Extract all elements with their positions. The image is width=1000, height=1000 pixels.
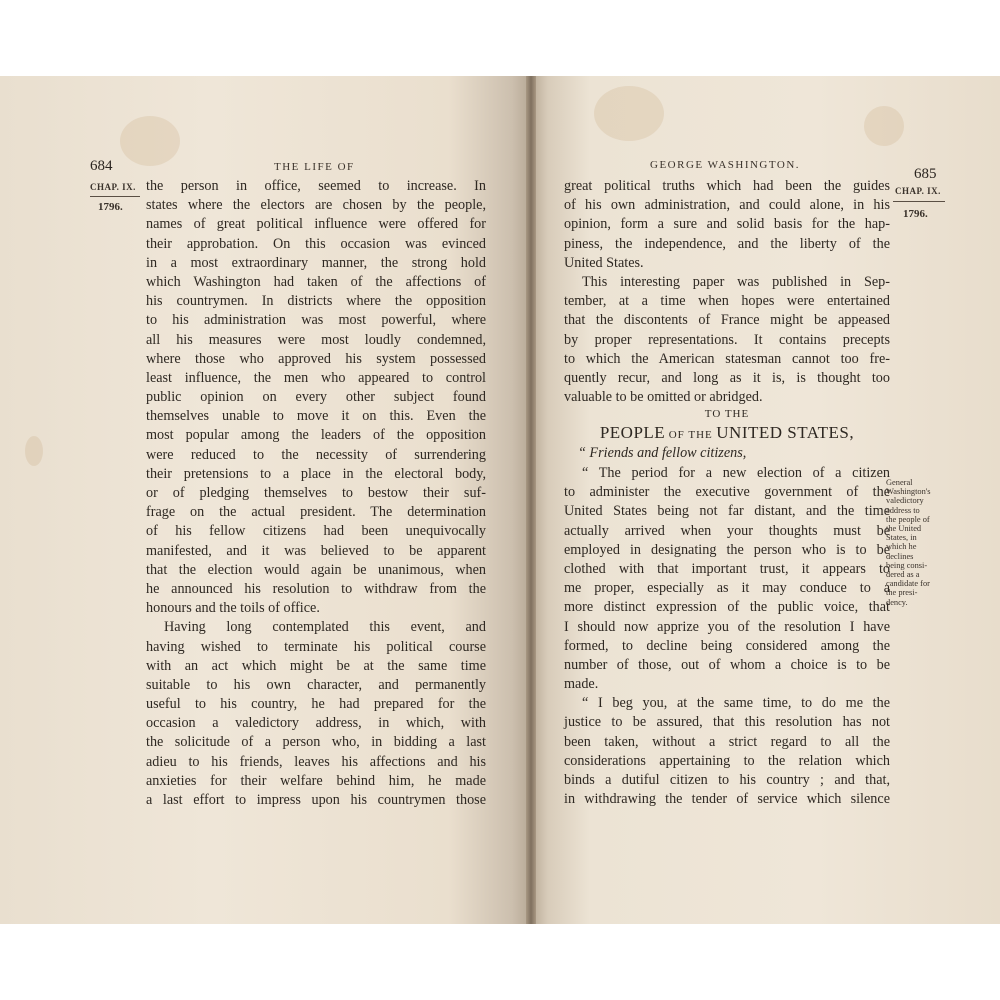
right-running-head: GEORGE WASHINGTON.	[650, 159, 801, 171]
text-line: clothed with that important trust, it appears to	[564, 560, 890, 577]
right-body-text	[564, 177, 890, 407]
book-gutter	[526, 76, 536, 924]
text-line: by proper representations. It contains precepts	[564, 331, 890, 348]
text-line: to his administration was most powerful, where	[146, 312, 486, 329]
text-line: honours and the toils of office.	[146, 600, 320, 617]
left-page-number: 684	[90, 158, 113, 174]
text-line: which Washington had taken of the affections of	[146, 273, 486, 290]
text-line: suitable to his own character, and permanently	[146, 676, 486, 693]
sidenote-line: States, in	[886, 533, 917, 543]
text-line: useful to his country, he had prepared for the	[146, 696, 486, 713]
text-line: with an act which might be at the same time	[146, 657, 486, 674]
sidenote-line: declines	[886, 551, 914, 561]
text-line: United States being not far distant, and the time	[564, 503, 890, 520]
text-line: anxieties for their welfare behind him, he made	[146, 772, 486, 789]
address-to: TO THE	[704, 408, 750, 420]
text-line: to which the American statesman cannot too fre-	[564, 350, 890, 367]
text-line: frage on the actual president. The determination	[146, 504, 486, 521]
text-line: of his own administration, and could alone, in his	[564, 197, 890, 214]
address-heading	[564, 407, 890, 463]
text-line: names of great political influence were offered for	[146, 216, 486, 233]
text-line: that the election would again be unanimous, when	[146, 561, 486, 578]
salutation: “ Friends and fellow citizens,	[578, 445, 747, 461]
sidenote-line: Washington's	[886, 487, 931, 497]
text-line: in withdrawing the tender of service which silence	[564, 791, 890, 808]
text-line: he announced his resolution to withdraw from the	[146, 580, 486, 597]
text-line: “ The period for a new election of a citizen	[582, 465, 890, 481]
text-line: all his measures were most loudly condemned,	[146, 331, 486, 348]
text-line: a last effort to impress upon his countrymen those	[146, 792, 486, 808]
text-line: were reduced to the necessity of surrendering	[146, 446, 486, 463]
text-line: to administer the executive government of the	[564, 484, 890, 501]
sidenote-line: the people of	[886, 514, 930, 524]
left-running-head: THE LIFE OF	[274, 161, 355, 173]
sidenote-line: candidate for	[886, 579, 930, 589]
text-line: formed, to decline being considered among the	[564, 637, 890, 654]
right-page-number: 685	[914, 166, 937, 182]
text-line: justice to be assured, that this resolution has not	[564, 714, 890, 731]
text-line: the solicitude of a person who, in bidding a last	[146, 734, 486, 751]
text-line: their pretensions to a place in the electoral body,	[146, 465, 486, 482]
text-line: most popular among the leaders of the opposition	[146, 427, 486, 444]
text-line: public opinion on every other subject found	[146, 389, 486, 406]
text-line: or of pledging themselves to bestow their suf-	[146, 485, 486, 501]
text-line: having wished to terminate his political course	[146, 638, 486, 655]
text-line: more distinct expression of the public voice, that	[564, 599, 890, 616]
text-line: where those who approved his system possessed	[146, 350, 486, 367]
text-line: opinion, form a sure and solid basis for the hap-	[564, 216, 890, 233]
text-line: in a most extraordinary manner, the strong hold	[146, 254, 486, 271]
text-line: their approbation. On this occasion was evinced	[146, 235, 486, 252]
paper-stain	[25, 436, 43, 466]
sidenote-line: address to	[886, 505, 920, 515]
text-line: least influence, the men who appeared to control	[146, 369, 486, 386]
text-line: great political truths which had been the guides	[564, 178, 890, 194]
sidenote-line: the presi-	[886, 588, 918, 598]
margin-rule	[90, 196, 140, 197]
address-people: PEOPLE OF THE UNITED STATES,	[599, 423, 855, 442]
paper-stain	[864, 106, 904, 146]
text-line: number of those, out of whom a choice is to be	[564, 656, 890, 673]
text-line: valuable to be omitted or abridged.	[564, 389, 763, 406]
text-line: “ I beg you, at the same time, to do me the	[582, 695, 890, 712]
text-line: tember, at a time when hopes were entertained	[564, 293, 890, 310]
left-body-text	[146, 177, 486, 810]
text-line: that the discontents of France might be appeased	[564, 312, 890, 329]
text-line: occasion a valedictory address, in which, with	[146, 715, 486, 732]
text-line: his countrymen. In districts where the opposition	[146, 293, 486, 310]
text-line: piness, the independence, and the liberty of the	[564, 235, 890, 252]
sidenote-line: which he	[886, 542, 917, 552]
text-line: I should now apprize you of the resolution I have	[564, 618, 890, 635]
text-line: Having long contemplated this event, and	[164, 619, 486, 636]
text-line: actually arrived when your thoughts must be	[564, 522, 890, 539]
sidenote-line: dency.	[886, 597, 908, 607]
left-margin-year: 1796.	[98, 201, 123, 213]
sidenote-line: the United	[886, 524, 922, 534]
text-line: states where the electors are chosen by the people,	[146, 197, 486, 214]
right-margin-year: 1796.	[903, 208, 928, 220]
right-margin-chapter: CHAP. IX.	[895, 186, 941, 196]
text-line: me proper, especially as it may conduce to a	[564, 580, 890, 597]
text-line: been taken, without a strict regard to all the	[564, 733, 890, 750]
paper-stain	[594, 86, 664, 141]
text-line: quently recur, and long as it is, is thought too	[564, 369, 890, 386]
address-body-text	[564, 464, 890, 809]
text-line: the person in office, seemed to increase. In	[146, 178, 486, 194]
text-line: of his fellow citizens had been unequivocally	[146, 523, 486, 540]
text-line: adieu to his friends, leaves his affections and his	[146, 753, 486, 770]
sidenote-line: General	[886, 478, 913, 487]
text-line: made.	[564, 676, 599, 693]
text-line: considerations appertaining to the relation which	[564, 752, 890, 769]
marginal-sidenote	[886, 478, 958, 607]
margin-rule	[893, 201, 945, 202]
text-line: United States.	[564, 254, 644, 271]
left-margin-chapter: CHAP. IX.	[90, 182, 136, 192]
sidenote-line: valedictory	[886, 496, 924, 506]
sidenote-line: being consi-	[886, 560, 928, 570]
text-line: manifested, and it was believed to be apparent	[146, 542, 486, 559]
text-line: This interesting paper was published in Sep-	[582, 273, 890, 290]
text-line: employed in designating the person who is to be	[564, 541, 890, 558]
paper-stain	[120, 116, 180, 166]
text-line: binds a dutiful citizen to his country ; and that,	[564, 772, 890, 788]
text-line: themselves unable to move it on this. Even the	[146, 408, 486, 425]
sidenote-line: dered as a	[886, 570, 920, 580]
